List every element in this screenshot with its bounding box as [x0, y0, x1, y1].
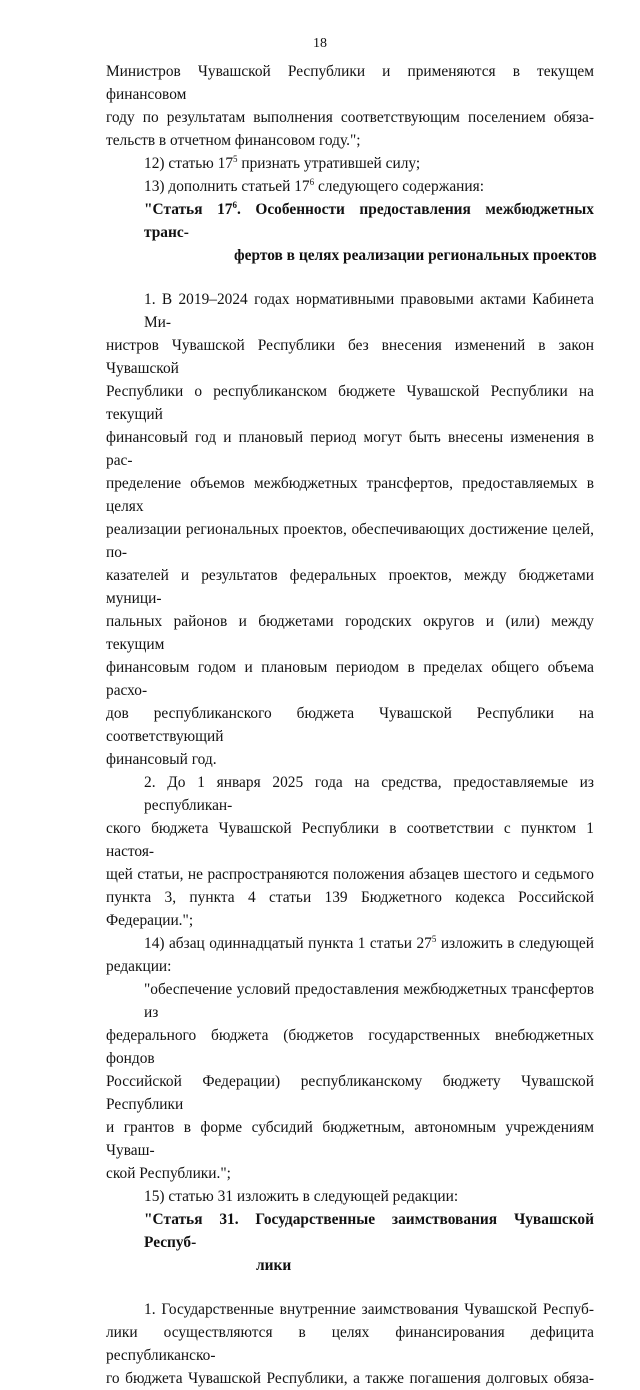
document-body [106, 60, 597, 1390]
text-line: 15) статью 31 изложить в следующей редакции: [144, 1188, 459, 1205]
text-line [106, 932, 594, 955]
superscript: 5 [233, 153, 238, 164]
text-line: финансовый год и плановый период могут быть внесены изменения в рас- [106, 429, 594, 469]
text-line: редакции: [106, 958, 172, 975]
text-line: тельств в отчетном финансовом году."; [106, 132, 361, 149]
text-line: щей статьи, не распространяются положения абзацев шестого и седьмого [106, 866, 594, 883]
text-segment: "Статья 17 [144, 201, 233, 218]
text-line: Министров Чувашской Республики и применяются в текущем финансовом [106, 63, 594, 103]
text-line: и грантов в форме субсидий бюджетным, автономным учреждениям Чуваш- [106, 1119, 594, 1159]
text-line: федерального бюджета (бюджетов государственных внебюджетных фондов [106, 1027, 594, 1067]
text-line: Российской Федерации) республиканскому бюджету Чувашской Республики [106, 1073, 594, 1113]
text-line: 2. До 1 января 2025 года на средства, предоставляемые из республикан- [144, 774, 594, 814]
text-line: Республики о республиканском бюджете Чувашской Республики на текущий [106, 383, 594, 423]
text-line: 1. В 2019–2024 годах нормативными правовыми актами Кабинета Ми- [144, 291, 594, 331]
superscript: 6 [309, 176, 315, 187]
text-segment: следующего содержания: [314, 178, 484, 195]
text-line: ской Республики."; [106, 1165, 231, 1182]
superscript: 6 [232, 199, 237, 210]
text-segment: 14) абзац одиннадцатый пункта 1 статьи 27 [144, 935, 432, 952]
text-segment: . Особенности предоставления межбюджетных транс- [144, 201, 594, 241]
text-line: финансовый год. [106, 751, 217, 768]
text-line: фертов в целях реализации региональных проектов [234, 247, 597, 264]
text-line: го бюджета Чувашской Республики, а также погашения долговых обяза- [106, 1370, 594, 1387]
paragraph-gap [106, 267, 594, 288]
text-line: дов республиканского бюджета Чувашской Республики на соответствующий [106, 705, 594, 745]
text-segment: изложить в следующей [436, 935, 594, 952]
text-line [106, 175, 594, 198]
text-line: 1. Государственные внутренние заимствования Чувашской Респуб- [144, 1301, 594, 1318]
text-line: казателей и результатов федеральных проектов, между бюджетами муници- [106, 567, 594, 607]
text-line: пределение объемов межбюджетных трансфертов, предоставляемых в целях [106, 475, 594, 515]
text-line: финансовым годом и плановым периодом в пределах общего объема расхо- [106, 659, 594, 699]
page-number: 18 [313, 36, 327, 51]
text-line: реализации региональных проектов, обеспечивающих достижение целей, по- [106, 521, 594, 561]
text-line: пальных районов и бюджетами городских округов и (или) между текущим [106, 613, 594, 653]
text-line: "Статья 31. Государственные заимствования Чувашской Респуб- [144, 1211, 594, 1251]
text-line: лики [256, 1257, 292, 1274]
paragraph-gap [106, 1277, 594, 1298]
text-line: "обеспечение условий предоставления межбюджетных трансфертов из [144, 981, 594, 1021]
text-segment: 13) дополнить статьей 17 [144, 178, 310, 195]
text-line: ского бюджета Чувашской Республики в соответствии с пунктом 1 настоя- [106, 820, 594, 860]
text-line: году по результатам выполнения соответствующим поселением обяза- [106, 109, 594, 126]
text-line [106, 198, 594, 244]
text-line [106, 152, 594, 175]
superscript: 5 [431, 933, 437, 944]
text-segment: признать утратившей силу; [237, 155, 421, 172]
text-line: лики осуществляются в целях финансирования дефицита республиканско- [106, 1324, 594, 1364]
text-segment: 12) статью 17 [144, 155, 234, 172]
text-line: нистров Чувашской Республики без внесения изменений в закон Чувашской [106, 337, 594, 377]
text-line: пункта 3, пункта 4 статьи 139 Бюджетного кодекса Российской Федерации."; [106, 889, 594, 929]
